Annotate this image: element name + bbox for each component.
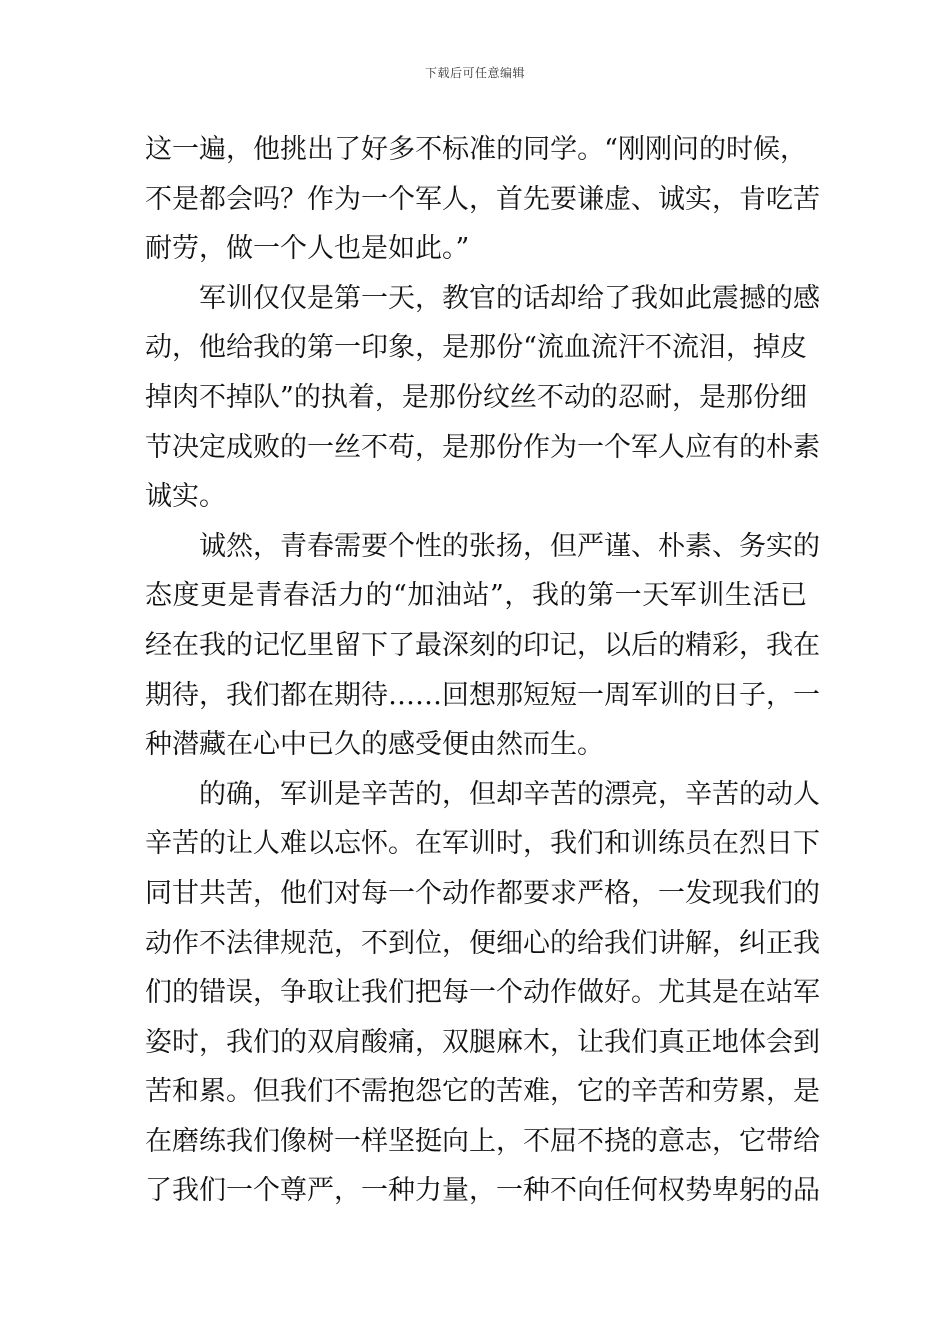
text-line: 不是都会吗？作为一个军人，首先要谦虚、诚实，肯吃苦 <box>145 183 820 215</box>
text-line: 苦和累。但我们不需抱怨它的苦难，它的辛苦和劳累，是 <box>145 1076 820 1108</box>
text-line: 诚实。 <box>145 481 226 513</box>
document-body <box>145 125 820 1216</box>
text-line: 诚然，青春需要个性的张扬，但严谨、朴素、务实的 <box>199 530 820 562</box>
text-line: 种潜藏在心中已久的感受便由然而生。 <box>145 729 604 761</box>
text-line: 经在我的记忆里留下了最深刻的印记，以后的精彩，我在 <box>145 629 820 661</box>
text-line: 这一遍，他挑出了好多不标准的同学。“刚刚问的时候， <box>145 134 807 165</box>
text-line: 姿时，我们的双肩酸痛，双腿麻木，让我们真正地体会到 <box>145 1026 820 1058</box>
text-line: 节决定成败的一丝不苟，是那份作为一个军人应有的朴素 <box>145 431 820 463</box>
text-line: 同甘共苦，他们对每一个动作都要求严格，一发现我们的 <box>145 877 820 909</box>
text-line: 动作不法律规范，不到位，便细心的给我们讲解，纠正我 <box>145 927 820 959</box>
text-line: 态度更是青春活力的“加油站”，我的第一天军训生活已 <box>145 580 807 612</box>
text-line: 耐劳，做一个人也是如此。” <box>145 233 470 265</box>
text-line: 们的错误，争取让我们把每一个动作做好。尤其是在站军 <box>145 977 820 1009</box>
text-line: 掉肉不掉队”的执着，是那份纹丝不动的忍耐，是那份细 <box>145 381 807 413</box>
page-header: 下载后可任意编辑 <box>424 66 525 80</box>
text-line: 辛苦的让人难以忘怀。在军训时，我们和训练员在烈日下 <box>145 828 820 860</box>
text-line: 在磨练我们像树一样坚挺向上，不屈不挠的意志，它带给 <box>145 1125 820 1157</box>
text-line: 动，他给我的第一印象，是那份“流血流汗不流泪，掉皮 <box>145 332 807 364</box>
text-line: 了我们一个尊严，一种力量，一种不向任何权势卑躬的品 <box>145 1175 820 1207</box>
text-line: 期待，我们都在期待……回想那短短一周军训的日子，一 <box>145 679 820 711</box>
text-line: 的确，军训是辛苦的，但却辛苦的漂亮，辛苦的动人 <box>199 778 820 810</box>
text-line: 军训仅仅是第一天，教官的话却给了我如此震撼的感 <box>199 282 820 314</box>
